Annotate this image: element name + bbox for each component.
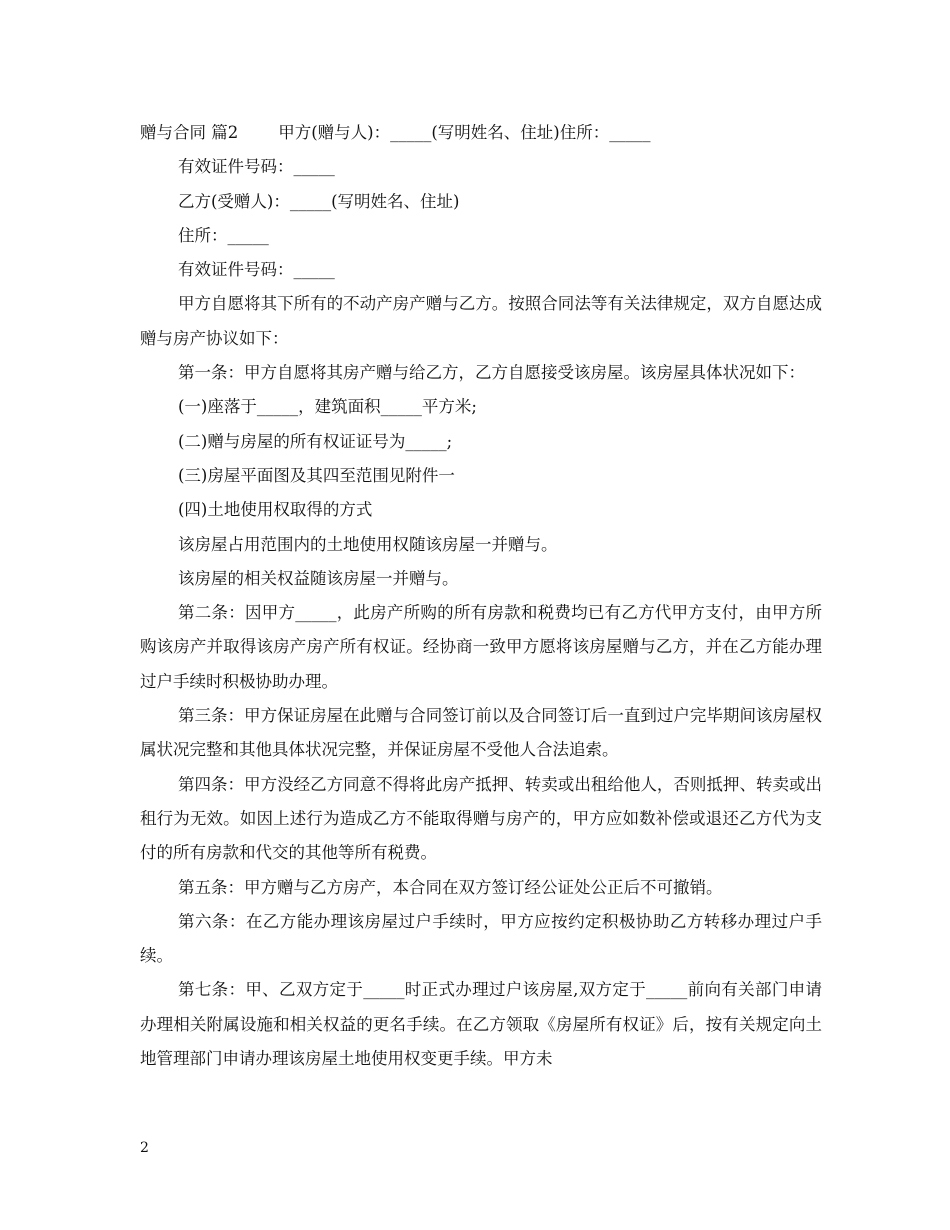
paragraph: 乙方(受赠人)：_____(写明姓名、住址)	[178, 191, 460, 211]
paragraph: 第三条：甲方保证房屋在此赠与合同签订前以及合同签订后一直到过户完毕期间该房屋权属状况完整和其他具体状况完整，并保证房屋不受他人合法追索。	[140, 706, 822, 760]
paragraph: 第五条：甲方赠与乙方房产，本合同在双方签订经公证处公正后不可撤销。	[178, 877, 723, 897]
paragraph: (一)座落于_____，建筑面积_____平方米;	[178, 397, 477, 417]
paragraph: 第二条：因甲方_____，此房产所购的所有房款和税费均已有乙方代甲方支付，由甲方所购该房产并取得该房产房产所有权证。经协商一致甲方愿将该房屋赠与乙方，并在乙方能办理过户手续时积极协助办理。	[140, 603, 822, 691]
paragraph: (三)房屋平面图及其四至范围见附件一	[178, 465, 455, 485]
paragraph: 甲方自愿将其下所有的不动产房产赠与乙方。按照合同法等有关法律规定，双方自愿达成赠与房产协议如下：	[140, 294, 822, 348]
paragraph: (四)土地使用权取得的方式	[178, 500, 373, 520]
paragraph: 有效证件号码：_____	[178, 157, 335, 177]
first-line	[140, 116, 822, 150]
paragraph: 第一条：甲方自愿将其房产赠与给乙方，乙方自愿接受该房屋。该房屋具体状况如下：	[178, 363, 805, 383]
paragraph: 有效证件号码：_____	[178, 260, 335, 280]
paragraph: 住所：_____	[178, 225, 269, 245]
paragraph: 第七条：甲、乙双方定于_____时正式办理过户该房屋,双方定于_____前向有关部门申请办理相关附属设施和相关权益的更名手续。在乙方领取《房屋所有权证》后，按有关规定向土地管理部门申请办理该房屋土地使用权变更手续。甲方未	[140, 980, 822, 1069]
page-number: 2	[140, 1140, 149, 1156]
document-body	[140, 116, 822, 1076]
document-heading: 赠与合同 篇2	[140, 123, 239, 142]
paragraph: 第六条：在乙方能办理该房屋过户手续时，甲方应按约定积极协助乙方转移办理过户手续。	[140, 911, 822, 966]
paragraph: (二)赠与房屋的所有权证证号为_____;	[178, 431, 453, 451]
paragraph: 第四条：甲方没经乙方同意不得将此房产抵押、转卖或出租给他人，否则抵押、转卖或出租行为无效。如因上述行为造成乙方不能取得赠与房产的，甲方应如数补偿或退还乙方代为支付的所有房款和代交的其他等所有税费。	[140, 774, 822, 863]
party-a-line: 甲方(赠与人)：_____(写明姓名、住址)住所：_____	[278, 123, 651, 142]
paragraph: 该房屋占用范围内的土地使用权随该房屋一并赠与。	[178, 534, 558, 554]
paragraph: 该房屋的相关权益随该房屋一并赠与。	[178, 568, 459, 588]
